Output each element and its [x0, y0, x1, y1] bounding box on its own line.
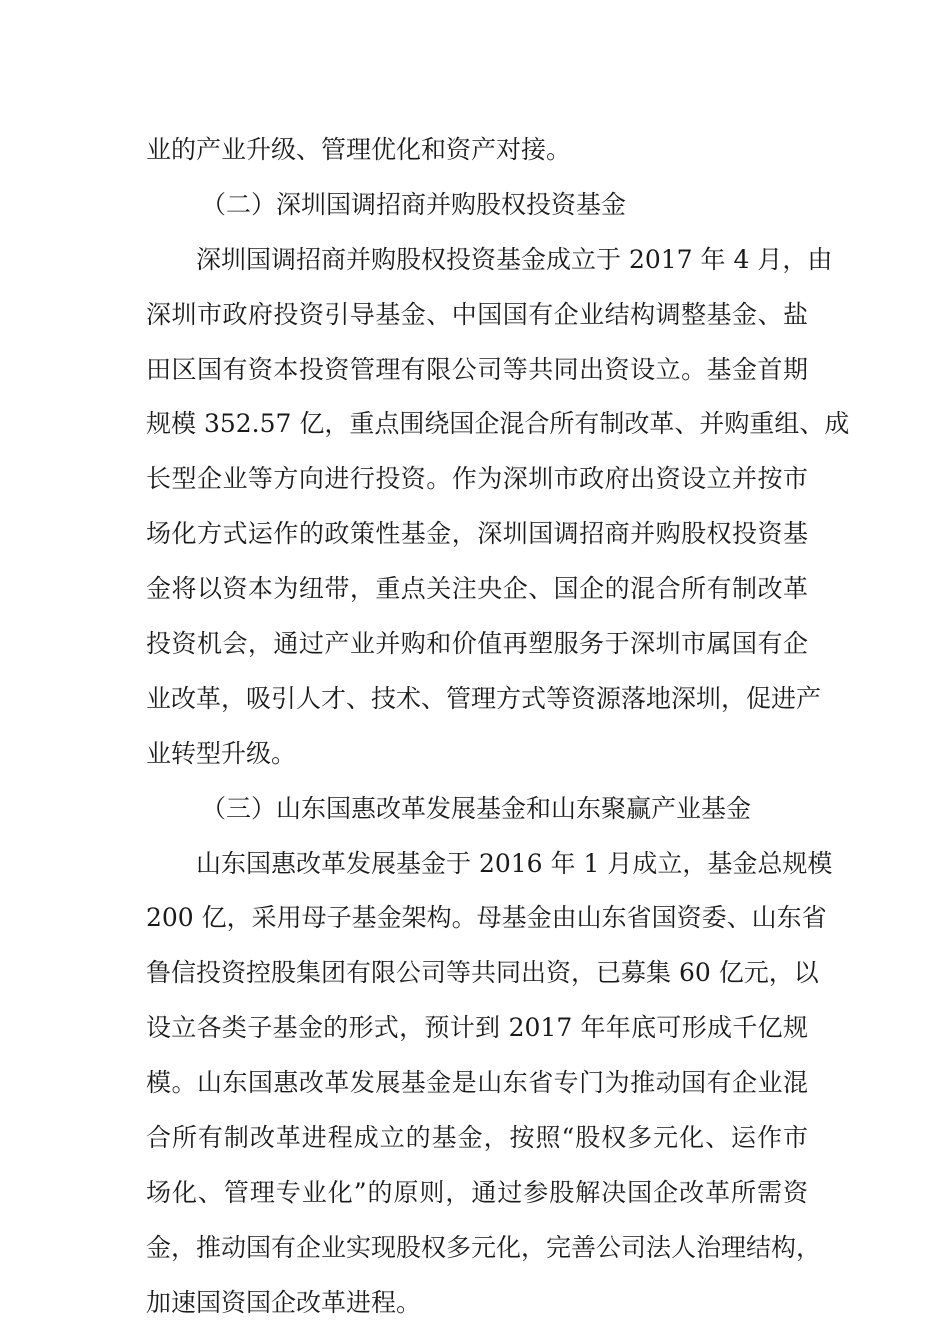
body-text-line: 场化方式运作的政策性基金，深圳国调招商并购股权投资基 — [146, 519, 808, 549]
document-body — [146, 123, 850, 1331]
paragraph-last-line: 业转型升级。 — [146, 738, 297, 768]
section-heading: （二）深圳国调招商并购股权投资基金 — [201, 189, 627, 219]
body-text-line: 业改革，吸引人才、技术、管理方式等资源落地深圳，促进产 — [146, 683, 822, 713]
body-text-line: 金，推动国有企业实现股权多元化，完善公司法人治理结构， — [146, 1232, 822, 1262]
paragraph-last-line: 业的产业升级、管理优化和资产对接。 — [146, 135, 572, 164]
section-heading: （三）山东国惠改革发展基金和山东聚赢产业基金 — [201, 793, 752, 823]
body-text-line: 200 亿，采用母子基金架构。母基金由山东省国资委、山东省 — [146, 903, 827, 933]
paragraph-first-line: 山东国惠改革发展基金于 2016 年 1 月成立，基金总规模 — [196, 848, 833, 878]
body-text-line: 深圳市政府投资引导基金、中国国有企业结构调整基金、盐 — [146, 299, 808, 329]
body-text-line: 模。山东国惠改革发展基金是山东省专门为推动国有企业混 — [146, 1068, 808, 1098]
body-text-line: 规模 352.57 亿，重点围绕国企混合所有制改革、并购重组、成 — [146, 409, 850, 439]
body-text-line: 鲁信投资控股集团有限公司等共同出资，已募集 60 亿元，以 — [146, 958, 819, 988]
body-text-line: 长型企业等方向进行投资。作为深圳市政府出资设立并按市 — [146, 464, 808, 494]
body-text-line: 田区国有资本投资管理有限公司等共同出资设立。基金首期 — [146, 354, 808, 384]
body-text-line: 合所有制改革进程成立的基金，按照“股权多元化、运作市 — [146, 1123, 808, 1153]
body-text-line: 金将以资本为纽带，重点关注央企、国企的混合所有制改革 — [146, 574, 808, 604]
body-text-line: 设立各类子基金的形式，预计到 2017 年年底可形成千亿规 — [146, 1013, 808, 1043]
paragraph-first-line: 深圳国调招商并购股权投资基金成立于 2017 年 4 月，由 — [196, 244, 833, 274]
body-text-line: 投资机会，通过产业并购和价值再塑服务于深圳市属国有企 — [146, 629, 808, 659]
body-text-line: 场化、管理专业化”的原则，通过参股解决国企改革所需资 — [146, 1177, 808, 1207]
paragraph-last-line: 加速国资国企改革进程。 — [146, 1287, 422, 1317]
